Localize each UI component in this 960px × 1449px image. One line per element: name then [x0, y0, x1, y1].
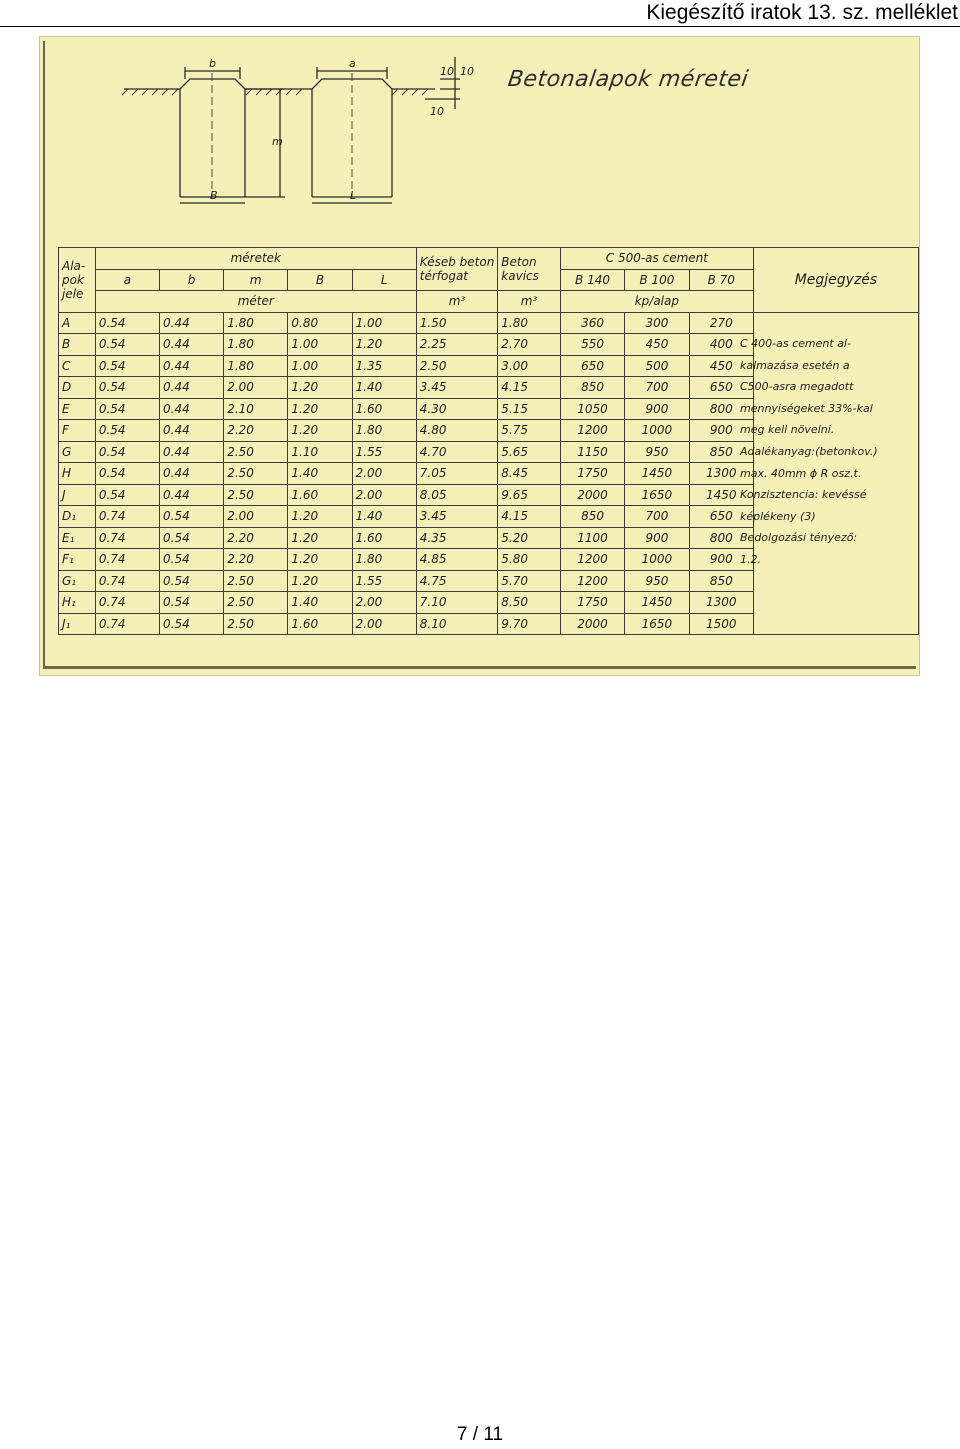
cell-b70: 650	[689, 377, 753, 399]
header-dim-m: m	[224, 269, 288, 291]
cell-code: J₁	[59, 613, 96, 635]
cell-L: 1.55	[352, 570, 416, 592]
cell-L: 1.60	[352, 527, 416, 549]
cell-b140: 2000	[560, 484, 624, 506]
cell-m: 2.50	[224, 441, 288, 463]
dim-label-a: a	[349, 57, 356, 70]
cell-L: 1.80	[352, 420, 416, 442]
header-grade-b100: B 100	[625, 269, 689, 291]
cell-b140: 360	[560, 312, 624, 334]
cell-b70: 1450	[689, 484, 753, 506]
remark-line: 1.2.	[740, 552, 761, 566]
cell-L: 2.00	[352, 592, 416, 614]
header-remarks: Megjegyzés	[753, 248, 918, 313]
dim-label-10-top: 10	[440, 65, 454, 78]
cell-b140: 850	[560, 506, 624, 528]
cell-code: C	[59, 355, 96, 377]
cell-B: 1.00	[288, 334, 352, 356]
remark-line: Adalékanyag:(betonkov.)	[740, 444, 878, 458]
scanned-drawing	[39, 36, 920, 676]
cell-b100: 700	[625, 377, 689, 399]
header-cement: C 500-as cement	[560, 248, 753, 270]
cell-kav: 5.75	[498, 420, 561, 442]
cell-m: 2.50	[224, 592, 288, 614]
cell-b: 0.44	[160, 463, 224, 485]
cell-vol: 3.45	[416, 377, 498, 399]
cell-L: 2.00	[352, 613, 416, 635]
header-dim-a: a	[95, 269, 159, 291]
cell-b: 0.44	[160, 334, 224, 356]
cell-B: 1.20	[288, 570, 352, 592]
cell-m: 1.80	[224, 334, 288, 356]
cell-m: 2.20	[224, 420, 288, 442]
cell-code: H₁	[59, 592, 96, 614]
cell-b100: 1450	[625, 463, 689, 485]
cell-b140: 650	[560, 355, 624, 377]
cell-code: G	[59, 441, 96, 463]
cell-a: 0.54	[95, 420, 159, 442]
cell-b140: 850	[560, 377, 624, 399]
cell-a: 0.54	[95, 484, 159, 506]
cell-vol: 4.80	[416, 420, 498, 442]
cell-b70: 650	[689, 506, 753, 528]
cell-code: G₁	[59, 570, 96, 592]
cell-b: 0.54	[160, 506, 224, 528]
cell-L: 1.40	[352, 377, 416, 399]
cell-code: B	[59, 334, 96, 356]
cell-b70: 900	[689, 420, 753, 442]
remark-line: C500-asra megadott	[740, 380, 854, 394]
cell-m: 2.50	[224, 463, 288, 485]
cell-b: 0.44	[160, 398, 224, 420]
cell-kav: 5.80	[498, 549, 561, 571]
cell-a: 0.74	[95, 506, 159, 528]
cell-b: 0.54	[160, 570, 224, 592]
cell-b140: 1150	[560, 441, 624, 463]
cell-L: 1.35	[352, 355, 416, 377]
cell-a: 0.74	[95, 549, 159, 571]
cell-m: 1.80	[224, 355, 288, 377]
cell-B: 1.40	[288, 592, 352, 614]
cell-vol: 4.85	[416, 549, 498, 571]
cell-b100: 1650	[625, 613, 689, 635]
cell-vol: 1.50	[416, 312, 498, 334]
cell-b70: 1500	[689, 613, 753, 635]
cell-b100: 300	[625, 312, 689, 334]
cell-b100: 1000	[625, 549, 689, 571]
cell-vol: 8.05	[416, 484, 498, 506]
cell-B: 1.20	[288, 549, 352, 571]
cell-b: 0.54	[160, 613, 224, 635]
cell-m: 2.50	[224, 484, 288, 506]
cell-kav: 5.70	[498, 570, 561, 592]
cell-b70: 850	[689, 570, 753, 592]
dim-label-B: B	[210, 189, 218, 202]
cell-code: F₁	[59, 549, 96, 571]
cell-b: 0.44	[160, 484, 224, 506]
cell-b140: 1200	[560, 420, 624, 442]
header-kavics-unit: m³	[498, 291, 561, 313]
cell-vol: 4.70	[416, 441, 498, 463]
foundation-section-drawing	[40, 37, 920, 247]
cell-b100: 950	[625, 441, 689, 463]
cell-a: 0.74	[95, 613, 159, 635]
cell-b140: 550	[560, 334, 624, 356]
remark-line: Konzisztencia: kevéssé	[740, 488, 867, 502]
cell-kav: 4.15	[498, 506, 561, 528]
header-dim-b: b	[160, 269, 224, 291]
cell-L: 1.20	[352, 334, 416, 356]
header-volume: Késeb beton térfogat	[416, 248, 498, 291]
cell-b70: 400	[689, 334, 753, 356]
cell-B: 1.40	[288, 463, 352, 485]
header-unit: kp/alap	[560, 291, 753, 313]
cell-B: 1.20	[288, 506, 352, 528]
cell-B: 0.80	[288, 312, 352, 334]
dim-label-L: L	[350, 189, 357, 202]
cell-L: 1.80	[352, 549, 416, 571]
cell-b: 0.54	[160, 549, 224, 571]
cell-a: 0.54	[95, 441, 159, 463]
cell-code: H	[59, 463, 96, 485]
remark-line: Bedolgozási tényező:	[740, 531, 858, 545]
cell-b70: 1300	[689, 463, 753, 485]
cell-B: 1.10	[288, 441, 352, 463]
cell-b70: 1300	[689, 592, 753, 614]
cell-code: A	[59, 312, 96, 334]
cell-B: 1.20	[288, 377, 352, 399]
cell-kav: 2.70	[498, 334, 561, 356]
cell-kav: 4.15	[498, 377, 561, 399]
remark-line: C 400-as cement al-	[740, 337, 851, 350]
cell-b100: 900	[625, 398, 689, 420]
cell-a: 0.54	[95, 463, 159, 485]
cell-L: 1.00	[352, 312, 416, 334]
cell-m: 2.20	[224, 549, 288, 571]
cell-L: 1.55	[352, 441, 416, 463]
cell-b: 0.44	[160, 441, 224, 463]
cell-kav: 1.80	[498, 312, 561, 334]
cell-b100: 1650	[625, 484, 689, 506]
cell-b100: 450	[625, 334, 689, 356]
cell-kav: 9.65	[498, 484, 561, 506]
remark-line: kalmazása esetén a	[740, 358, 850, 372]
cell-b100: 950	[625, 570, 689, 592]
cell-a: 0.54	[95, 355, 159, 377]
dim-label-b: b	[209, 57, 216, 70]
cell-L: 1.40	[352, 506, 416, 528]
dim-label-10-mid: 10	[460, 65, 474, 78]
header-grade-b70: B 70	[689, 269, 753, 291]
cell-kav: 9.70	[498, 613, 561, 635]
cell-B: 1.60	[288, 484, 352, 506]
cell-code: E	[59, 398, 96, 420]
table-header-row-1	[59, 248, 919, 270]
cell-b140: 1050	[560, 398, 624, 420]
cell-vol: 2.50	[416, 355, 498, 377]
cell-code: J	[59, 484, 96, 506]
cell-b70: 450	[689, 355, 753, 377]
cell-m: 2.20	[224, 527, 288, 549]
cell-b70: 800	[689, 398, 753, 420]
cell-kav: 5.15	[498, 398, 561, 420]
cell-b: 0.44	[160, 355, 224, 377]
cell-b140: 1100	[560, 527, 624, 549]
cell-b140: 1200	[560, 549, 624, 571]
header-kavics: Beton kavics	[498, 248, 561, 291]
cell-kav: 5.20	[498, 527, 561, 549]
cell-vol: 4.30	[416, 398, 498, 420]
drawing-title: Betonalapok méretei	[506, 67, 750, 92]
header-dim-L: L	[352, 269, 416, 291]
cell-b140: 2000	[560, 613, 624, 635]
cell-b100: 1000	[625, 420, 689, 442]
header-volume-unit: m³	[416, 291, 498, 313]
cell-vol: 8.10	[416, 613, 498, 635]
header-dim-B: B	[288, 269, 352, 291]
cell-kav: 3.00	[498, 355, 561, 377]
cell-L: 1.60	[352, 398, 416, 420]
cell-B: 1.20	[288, 420, 352, 442]
cell-b70: 850	[689, 441, 753, 463]
cell-m: 2.50	[224, 613, 288, 635]
cell-kav: 8.45	[498, 463, 561, 485]
cell-b100: 900	[625, 527, 689, 549]
cell-vol: 4.35	[416, 527, 498, 549]
cell-a: 0.74	[95, 592, 159, 614]
cell-b100: 700	[625, 506, 689, 528]
cell-b140: 1750	[560, 463, 624, 485]
cell-vol: 7.05	[416, 463, 498, 485]
cell-code: E₁	[59, 527, 96, 549]
cell-a: 0.74	[95, 527, 159, 549]
dim-label-m: m	[272, 135, 283, 148]
cell-m: 2.00	[224, 377, 288, 399]
header-grade-b140: B 140	[560, 269, 624, 291]
header-code-col: Ala- pok jele	[59, 248, 96, 313]
cell-b140: 1200	[560, 570, 624, 592]
cell-a: 0.54	[95, 377, 159, 399]
cell-vol: 2.25	[416, 334, 498, 356]
cell-vol: 3.45	[416, 506, 498, 528]
cell-vol: 4.75	[416, 570, 498, 592]
cell-code: D	[59, 377, 96, 399]
cell-b70: 800	[689, 527, 753, 549]
cell-b70: 270	[689, 312, 753, 334]
remark-line: max. 40mm ϕ R osz.t.	[740, 466, 862, 480]
remarks-text	[740, 333, 915, 571]
cell-b100: 1450	[625, 592, 689, 614]
cell-B: 1.60	[288, 613, 352, 635]
header-rule	[0, 26, 960, 27]
cell-L: 2.00	[352, 484, 416, 506]
cell-b100: 500	[625, 355, 689, 377]
cell-kav: 5.65	[498, 441, 561, 463]
cell-a: 0.54	[95, 334, 159, 356]
remark-line: képlékeny (3)	[740, 509, 816, 523]
cell-b: 0.44	[160, 420, 224, 442]
cell-B: 1.20	[288, 527, 352, 549]
remark-line: mennyiségeket 33%-kal	[740, 401, 873, 415]
cell-b: 0.54	[160, 527, 224, 549]
cell-b70: 900	[689, 549, 753, 571]
header-meretek: méretek	[95, 248, 416, 270]
cell-b: 0.54	[160, 592, 224, 614]
cell-kav: 8.50	[498, 592, 561, 614]
cell-b: 0.44	[160, 312, 224, 334]
cell-code: F	[59, 420, 96, 442]
cell-b: 0.44	[160, 377, 224, 399]
remark-line: meg kell növelni.	[740, 423, 835, 437]
cell-m: 2.10	[224, 398, 288, 420]
cell-a: 0.54	[95, 398, 159, 420]
cell-m: 2.00	[224, 506, 288, 528]
table-row	[59, 312, 919, 334]
dim-label-10-bottom: 10	[430, 105, 444, 118]
page-number: 7 / 11	[456, 1424, 504, 1445]
cell-a: 0.54	[95, 312, 159, 334]
cell-B: 1.20	[288, 398, 352, 420]
cell-m: 2.50	[224, 570, 288, 592]
cell-b140: 1750	[560, 592, 624, 614]
header-meter: méter	[95, 291, 416, 313]
cell-m: 1.80	[224, 312, 288, 334]
cell-L: 2.00	[352, 463, 416, 485]
page-header: Kiegészítő iratok 13. sz. melléklet	[646, 1, 958, 24]
cell-a: 0.74	[95, 570, 159, 592]
cell-vol: 7.10	[416, 592, 498, 614]
cell-code: D₁	[59, 506, 96, 528]
cell-B: 1.00	[288, 355, 352, 377]
